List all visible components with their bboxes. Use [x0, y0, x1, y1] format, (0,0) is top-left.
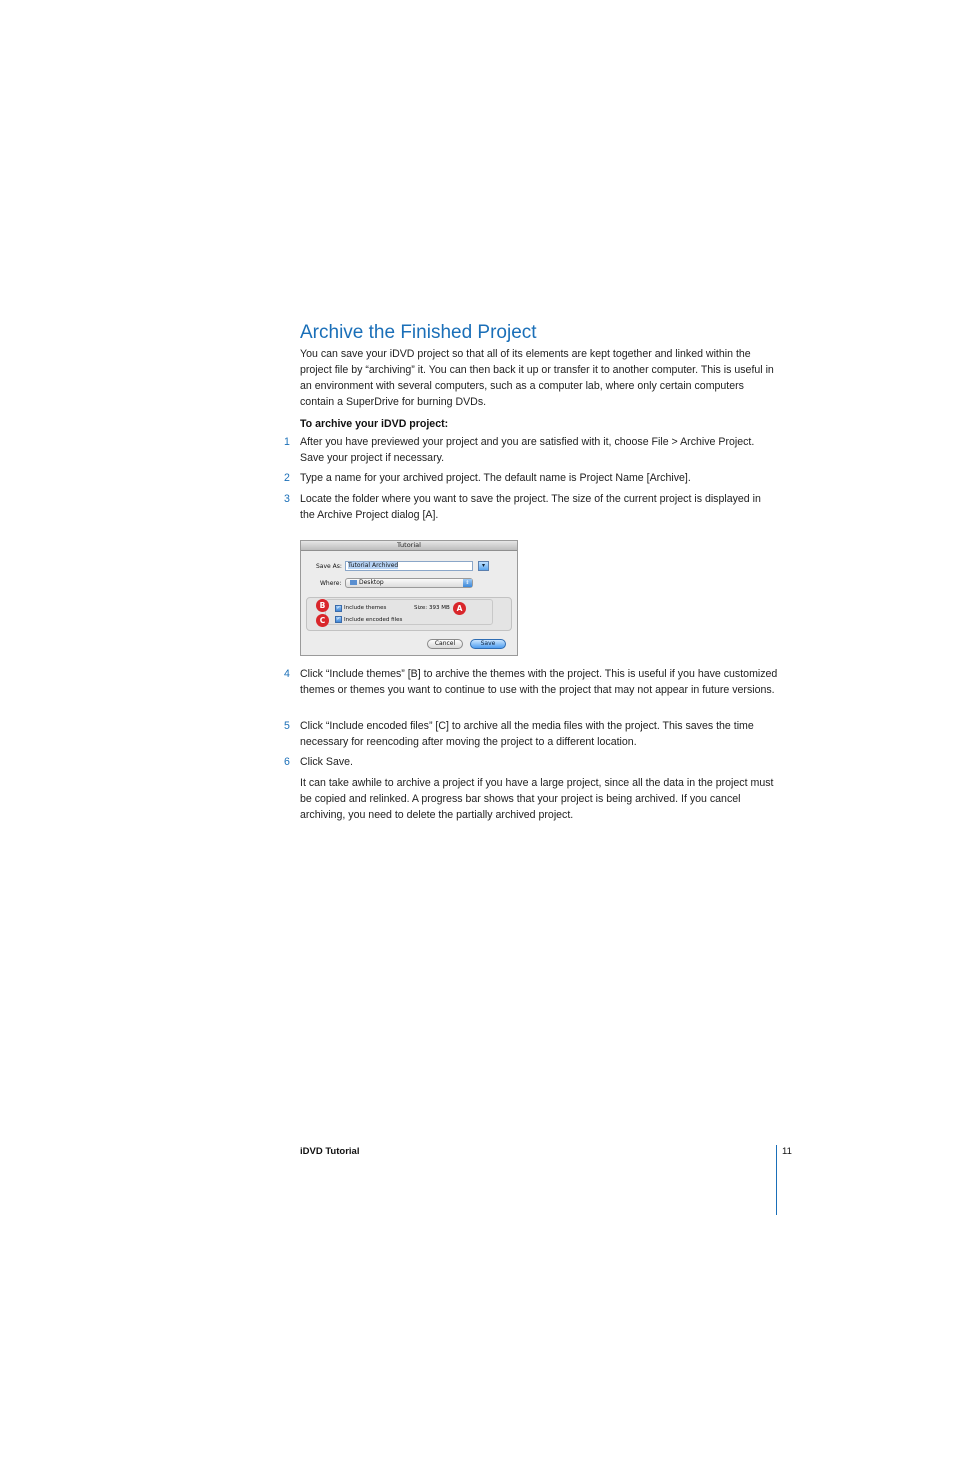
callout-a: A: [453, 602, 466, 615]
closing-paragraph: It can take awhile to archive a project if you have a large project, since all the data in the project must be copied and relinked. A progress bar shows that your project is being archived. If you cancel archiving, you need to delete the partially archived project.: [300, 777, 774, 821]
size-value: 393 MB: [429, 605, 450, 611]
expand-browser-button[interactable]: [478, 561, 489, 571]
callout-b: B: [316, 599, 329, 612]
intro-paragraph: You can save your iDVD project so that all of its elements are kept together and linked within the project file by “archiving” it. You can then back it up or transfer it to another computer. This is useful in an environment with several computers, such as a computer lab, where only certain computers contain a SuperDrive for burning DVDs.: [300, 348, 774, 408]
page-number: 11: [782, 1146, 792, 1157]
save-as-value: Tutorial Archived: [348, 562, 399, 569]
step-number: 4: [284, 668, 290, 680]
step-number: 6: [284, 756, 290, 768]
save-as-label: Save As:: [316, 563, 342, 570]
step-text: After you have previewed your project and you are satisfied with it, choose File > Archive Project. Save your project if necessary.: [300, 436, 755, 464]
step-number: 1: [284, 436, 290, 448]
where-value: Desktop: [359, 579, 384, 586]
size-label: Size:: [414, 605, 428, 611]
folder-icon: [350, 580, 357, 585]
where-popup[interactable]: [345, 578, 473, 588]
step-number: 5: [284, 720, 290, 732]
footer-divider: [776, 1145, 777, 1215]
step-text: Click Save.: [300, 756, 353, 768]
dialog-title: Tutorial: [301, 541, 517, 551]
step-text: Type a name for your archived project. The default name is Project Name [Archive].: [300, 472, 691, 484]
cancel-button[interactable]: Cancel: [427, 639, 463, 649]
include-themes-label: Include themes: [344, 605, 387, 611]
step-text: Click “Include themes” [B] to archive the themes with the project. This is useful if you have customized themes or themes you want to continue to use with the project that may not appear in future versions.: [300, 668, 778, 696]
where-label: Where:: [320, 580, 342, 587]
include-encoded-checkbox[interactable]: ✓: [336, 616, 341, 622]
include-encoded-label: Include encoded files: [344, 617, 403, 623]
save-as-input[interactable]: [345, 561, 473, 571]
callout-c: C: [316, 614, 329, 627]
step-text: Click “Include encoded files” [C] to archive all the media files with the project. This saves the time necessary for reencoding after moving the project to a different location.: [300, 720, 754, 748]
save-button[interactable]: Save: [470, 639, 506, 649]
step-number: 2: [284, 472, 290, 484]
step-text: Locate the folder where you want to save the project. The size of the current project is displayed in the Archive Project dialog [A].: [300, 493, 761, 521]
chevron-down-icon: ▾: [481, 562, 485, 569]
include-themes-checkbox[interactable]: ✓: [336, 605, 341, 611]
procedure-lead: To archive your iDVD project:: [300, 418, 449, 430]
step-number: 3: [284, 493, 290, 505]
popup-arrows-icon: ⇕: [463, 579, 472, 587]
section-heading: Archive the Finished Project: [300, 322, 537, 343]
archive-project-dialog: [300, 540, 518, 656]
footer-title: iDVD Tutorial: [300, 1146, 360, 1157]
